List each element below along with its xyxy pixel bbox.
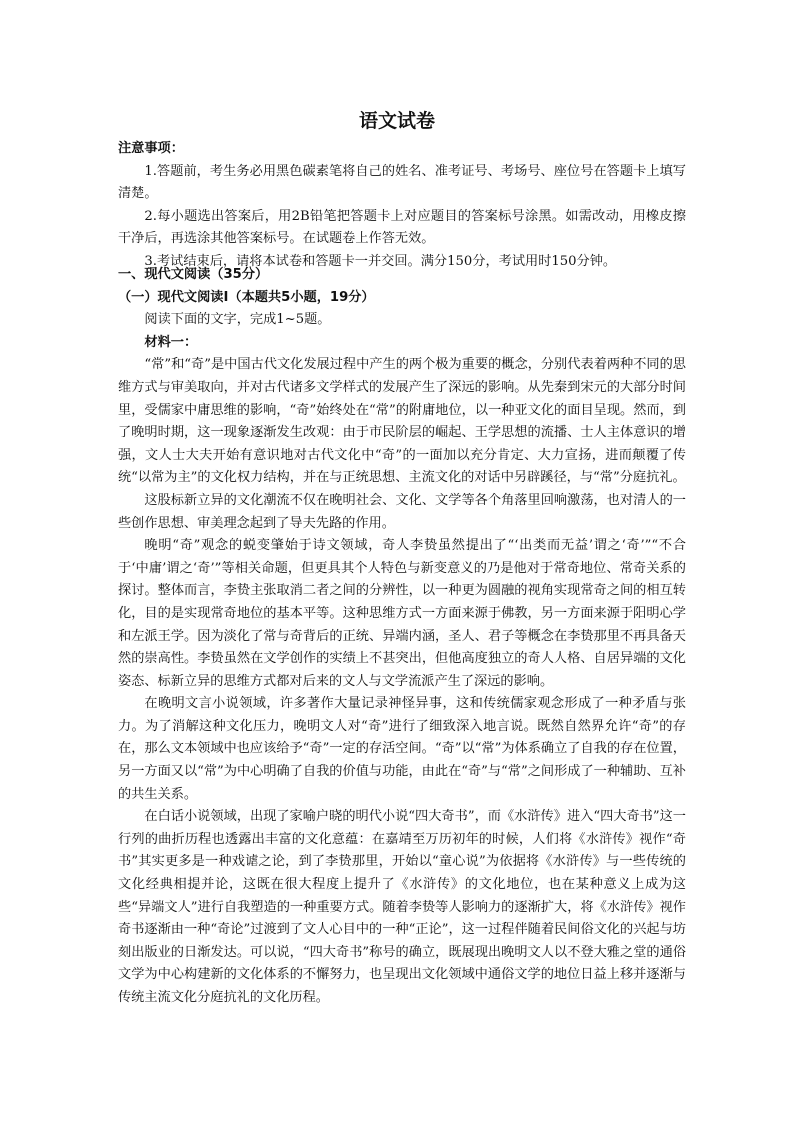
- material-paragraph-5: 在白话小说领域，出现了家喻户晓的明代小说“四大奇书”，而《水浒传》进入“四大奇书”这一行列的曲折历程也透露出丰富的文化意蕴：在嘉靖至万历初年的时候，人们将《水浒传》视作“奇书”其实更多是一种戏谑之论，到了李贽那里，开始以“童心说”为依据将《水浒传》与一些传统的文化经典相提并论，这既在很大程度上提升了《水浒传》的文化地位，也在某种意义上成为这些“异端文人”进行自我塑造的一种重要方式。随着李贽等人影响力的逐渐扩大，将《水浒传》视作奇书逐渐由一种“奇论”过渡到了文人心目中的一种“正论”，这一过程伴随着民间俗文化的兴起与坊刻出版业的日渐发达。可以说，“四大奇书”称号的确立，既展现出晚明文人以不登大雅之堂的通俗文学为中心构建新的文化体系的不懈努力，也呈现出文化领域中通俗文学的地位日益上移并逐渐与传统主流文化分庭抗礼的文化历程。: [118, 809, 686, 1005]
- material-paragraph-3: 晚明“奇”观念的蜕变肇始于诗文领域，奇人李贽虽然提出了“‘出类而无益’谓之‘奇’”“不合于‘中庸’谓之‘奇’”等相关命题，但更具其个人特色与新变意义的乃是他对于常奇地位、常奇关系的探讨。整体而言，李贽主张取消二者之间的分辨性，以一种更为圆融的视角实现常奇之间的相互转化，目的是实现常奇地位的基本平等。这种思维方式一方面来源于佛教，另一方面来源于阳明心学和左派王学。因为淡化了常与奇背后的正统、异端内涵，圣人、君子等概念在李贽那里不再具备天然的崇高性。李贽虽然在文学创作的实绩上不甚突出，但他高度独立的奇人人格、自居异端的文化姿态、标新立异的思维方式都对后来的文人与文学流派产生了深远的影响。: [118, 538, 686, 689]
- section-one: [118, 264, 686, 1010]
- notice-item-1: 1.答题前，考生务必用黑色碳素笔将自己的姓名、准考证号、考场号、座位号在答题卡上填写清楚。: [118, 163, 686, 202]
- reading-instruction: 阅读下面的文字，完成1~5题。: [144, 312, 331, 328]
- notice-block: [118, 138, 686, 274]
- material-label: 材料一：: [144, 334, 198, 350]
- notice-item-2: 2.每小题选出答案后，用2B铅笔把答题卡上对应题目的答案标号涂黑。如需改动，用橡皮擦干净后，再选涂其他答案标号。在试题卷上作答无效。: [118, 208, 686, 247]
- exam-title: 语文试卷: [358, 110, 435, 132]
- notice-heading: 注意事项：: [118, 141, 184, 156]
- material-paragraph-2: 这股标新立异的文化潮流不仅在晚明社会、文化、文学等各个角落里回响激荡，也对清人的一些创作思想、审美理念起到了导夫先路的作用。: [118, 492, 686, 531]
- notice-item-3: 3.考试结束后，请将本试卷和答题卡一并交回。满分150分，考试用时150分钟。: [144, 253, 617, 269]
- material-paragraph-4: 在晚明文言小说领域，许多著作大量记录神怪异事，这和传统儒家观念形成了一种矛盾与张力。为了消解这种文化压力，晚明文人对“奇”进行了细致深入地言说。既然自然界允许“奇”的存在，那么文本领域中也应该给予“奇”一定的存活空间。“奇”以“常”为体系确立了自我的存在位置，另一方面又以“常”为中心明确了自我的价值与功能，由此在“奇”与“常”之间形成了一种辅助、互补的共生关系。: [118, 696, 686, 802]
- subsection-heading: （一）现代文阅读Ⅰ（本题共5小题，19分）: [118, 289, 375, 305]
- material-paragraph-1: “常”和“奇”是中国古代文化发展过程中产生的两个极为重要的概念，分别代表着两种不同的思维方式与审美取向，并对古代诸多文学样式的发展产生了深远的影响。从先秦到宋元的大部分时间里，受儒家中庸思维的影响，“奇”始终处在“常”的附庸地位，以一种亚文化的面目呈现。然而，到了晚明时期，这一现象逐渐发生改观：由于市民阶层的崛起、王学思想的流播、士人主体意识的增强，文人士大夫开始有意识地对古代文化中“奇”的一面加以充分肯定、大力宣扬，进而颠覆了传统“以常为主”的文化权力结构，并在与正统思想、主流文化的对话中另辟蹊径，与“常”分庭抗礼。: [118, 357, 686, 486]
- section-heading: 一、现代文阅读（35分）: [118, 267, 269, 282]
